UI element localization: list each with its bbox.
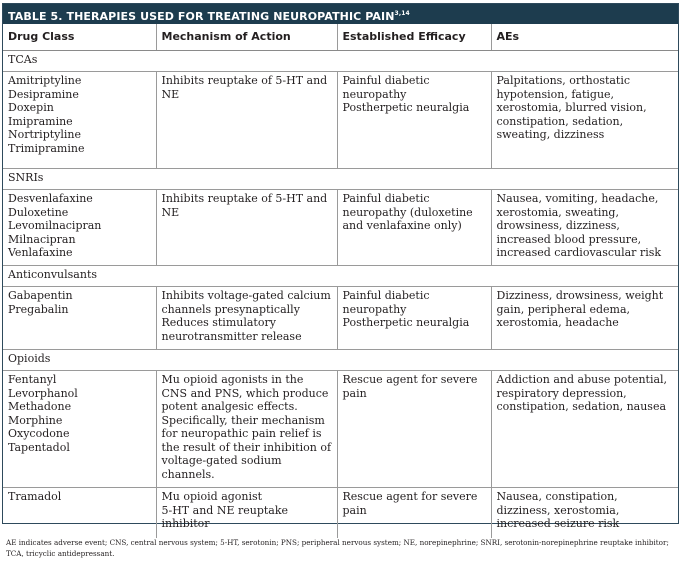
table-row — [3, 371, 678, 488]
header-mechanism: Mechanism of Action — [156, 24, 337, 51]
aes-cell: Addiction and abuse potential, respiratory depression, constipation, sedation, nausea — [491, 371, 678, 488]
drugs-cell: Fentanyl Levorphanol Methadone Morphine Oxycodone Tapentadol — [3, 371, 156, 488]
header-efficacy: Established Efficacy — [337, 24, 491, 51]
table-title — [3, 4, 678, 24]
category-row — [3, 266, 678, 287]
efficacy-cell: Rescue agent for severe pain — [337, 371, 491, 488]
aes-cell: Palpitations, orthostatic hypotension, fatigue, xerostomia, blurred vision, constipation, sedation, sweating, dizziness — [491, 72, 678, 169]
category-label: SNRIs — [3, 169, 678, 190]
mechanism-cell: Inhibits reuptake of 5-HT and NE — [156, 190, 337, 266]
table-frame — [2, 3, 679, 530]
category-row — [3, 350, 678, 371]
category-label: Opioids — [3, 350, 678, 371]
category-row — [3, 169, 678, 190]
mechanism-cell: Mu opioid agonists in the CNS and PNS, which produce potent analgesic effects. Specifically, their mechanism for neuropathic pain relief is the result of their inhibition of voltage-gated sodium channels. — [156, 371, 337, 488]
table-row — [3, 72, 678, 169]
mechanism-cell: Mu opioid agonist 5-HT and NE reuptake inhibitor — [156, 488, 337, 538]
title-references: 3,14 — [394, 10, 410, 17]
table-footnote: AE indicates adverse event; CNS, central nervous system; 5-HT, serotonin; PNS; peripheral nervous system; NE, norepinephrine; SNRI, serotonin-norepinephrine reuptake inhibitor; TCA, tricyclic antidepressant. — [6, 538, 669, 558]
efficacy-cell: Painful diabetic neuropathy Postherpetic neuralgia — [337, 287, 491, 350]
efficacy-cell: Rescue agent for severe pain — [337, 488, 491, 538]
category-row — [3, 51, 678, 72]
efficacy-cell: Painful diabetic neuropathy Postherpetic neuralgia — [337, 72, 491, 169]
therapies-table — [3, 24, 678, 538]
header-aes: AEs — [491, 24, 678, 51]
header-row — [3, 24, 678, 51]
aes-cell: Nausea, constipation, dizziness, xerostomia, increased seizure risk — [491, 488, 678, 538]
mechanism-cell: Inhibits voltage-gated calcium channels presynaptically Reduces stimulatory neurotransmitter release — [156, 287, 337, 350]
drugs-cell: Tramadol — [8, 490, 62, 503]
efficacy-cell: Painful diabetic neuropathy (duloxetine and venlafaxine only) — [337, 190, 491, 266]
header-drug-class: Drug Class — [3, 24, 156, 51]
aes-cell: Dizziness, drowsiness, weight gain, peripheral edema, xerostomia, headache — [491, 287, 678, 350]
drugs-cell: Gabapentin Pregabalin — [3, 287, 156, 350]
table-row — [3, 190, 678, 266]
aes-cell: Nausea, vomiting, headache, xerostomia, sweating, drowsiness, dizziness, increased blood pressure, increased cardiovascular risk — [491, 190, 678, 266]
table-title-text: TABLE 5. THERAPIES USED FOR TREATING NEUROPATHIC PAIN — [8, 10, 395, 23]
drugs-cell: Desvenlafaxine Duloxetine Levomilnacipran Milnacipran Venlafaxine — [3, 190, 156, 266]
table-row — [3, 287, 678, 350]
drugs-cell: Amitriptyline Desipramine Doxepin Imipramine Nortriptyline Trimipramine — [3, 72, 156, 169]
mechanism-cell: Inhibits reuptake of 5-HT and NE — [156, 72, 337, 169]
category-label: TCAs — [3, 51, 678, 72]
table-row — [3, 488, 678, 538]
category-label: Anticonvulsants — [3, 266, 678, 287]
